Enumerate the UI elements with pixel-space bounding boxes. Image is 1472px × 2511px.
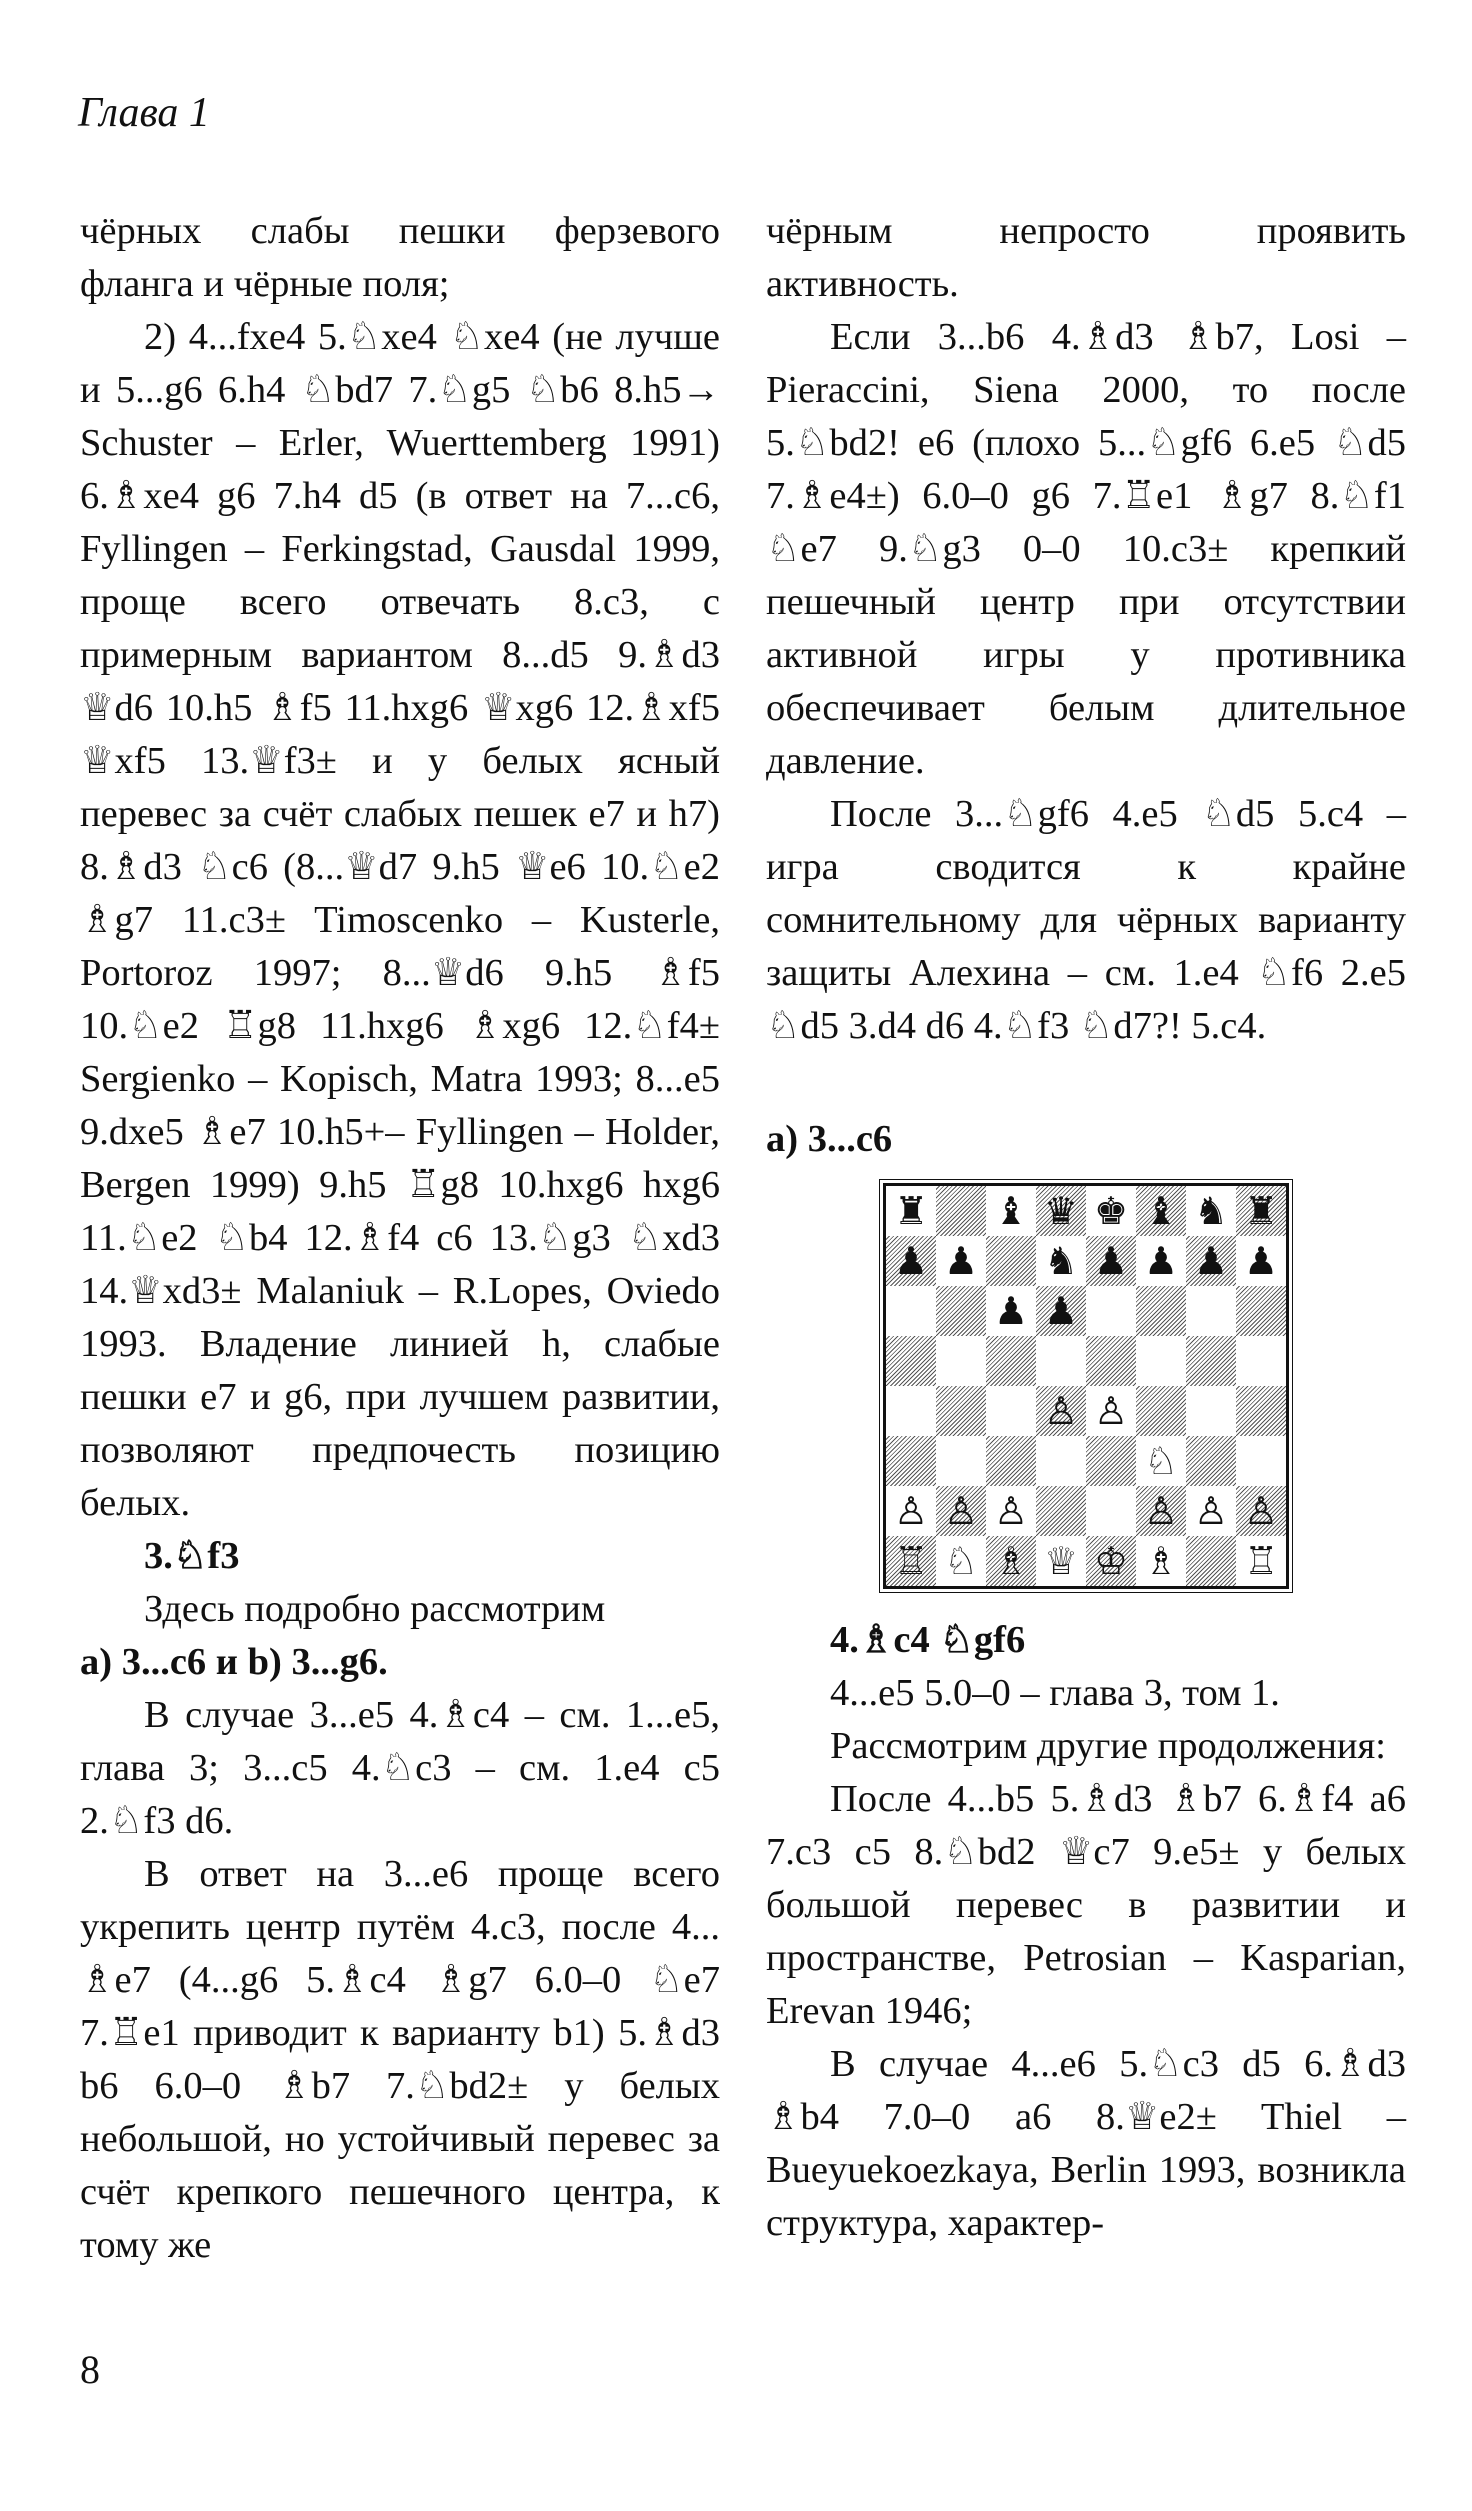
square-g4 <box>1186 1386 1236 1436</box>
chess-piece-icon: ♟ <box>1143 1239 1179 1283</box>
paragraph: После 4...b5 5.♗d3 ♗b7 6.♗f4 a6 7.c3 c5 8.♘bd2 ♕c7 9.e5± у белых большой перевес в развитии и пространстве, Petrosian – Kasparian, Erevan 1946; <box>766 1778 1406 2032</box>
square-e1 <box>1086 1536 1136 1586</box>
square-e3 <box>1086 1436 1136 1486</box>
square-a8 <box>886 1186 936 1236</box>
square-a6 <box>886 1286 936 1336</box>
paragraph: чёрных слабы пешки ферзевого фланга и чёрные поля; <box>80 210 720 305</box>
square-d4 <box>1036 1386 1086 1436</box>
chess-diagram <box>883 1183 1289 1589</box>
square-c7 <box>986 1236 1036 1286</box>
chess-piece-icon: ♟ <box>1193 1239 1229 1283</box>
square-c8 <box>986 1186 1036 1236</box>
variation-list: a) 3...c6 и b) 3...g6. <box>80 1641 388 1683</box>
chess-piece-icon: ♟ <box>993 1289 1029 1333</box>
square-f1 <box>1136 1536 1186 1586</box>
section-heading-a: a) 3...c6 <box>766 1118 893 1160</box>
square-d8 <box>1036 1186 1086 1236</box>
square-g5 <box>1186 1336 1236 1386</box>
square-d1 <box>1036 1536 1086 1586</box>
chess-piece-icon: ♝ <box>993 1189 1029 1233</box>
page-number: 8 <box>80 2347 100 2392</box>
square-a1 <box>886 1536 936 1586</box>
square-c3 <box>986 1436 1036 1486</box>
square-h1 <box>1236 1536 1286 1586</box>
square-c1 <box>986 1536 1036 1586</box>
square-e7 <box>1086 1236 1136 1286</box>
square-h2 <box>1236 1486 1286 1536</box>
chess-piece-icon: ♙ <box>1143 1489 1179 1533</box>
square-c4 <box>986 1386 1036 1436</box>
square-b5 <box>936 1336 986 1386</box>
move-heading: 4.♗c4 ♘gf6 <box>830 1619 1026 1661</box>
chess-piece-icon: ♞ <box>1193 1189 1229 1233</box>
square-b7 <box>936 1236 986 1286</box>
chess-piece-icon: ♟ <box>893 1239 929 1283</box>
paragraph: 2) 4...fxe4 5.♘xe4 ♘xe4 (не лучше и 5...g6 6.h4 ♘bd7 7.♘g5 ♘b6 8.h5→ Schuster – Erler, Wuerttemberg 1991) 6.♗xe4 g6 7.h4 d5 (в ответ на 7...c6, Fyllingen – Ferkingstad, Gausdal 1999, проще всего отвечать 8.c3, с примерным вариантом 8...d5 9.♗d3 ♕d6 10.h5 ♗f5 11.hxg6 ♕xg6 12.♗xf5 ♕xf5 13.♕f3± и у белых ясный перевес за счёт слабых пешек e7 и h7) 8.♗d3 ♘c6 (8...♕d7 9.h5 ♕e6 10.♘e2 ♗g7 11.c3± Timoscenko – Kusterle, Portoroz 1997; 8...♕d6 9.h5 ♗f5 10.♘e2 ♖g8 11.hxg6 ♗xg6 12.♘f4± Sergienko – Kopisch, Matra 1993; 8...e5 9.dxe5 ♗e7 10.h5+– Fyllingen – Holder, Bergen 1999) 9.h5 ♖g8 10.hxg6 hxg6 11.♘e2 ♘b4 12.♗f4 c6 13.♘g3 ♘xd3 14.♕xd3± Malaniuk – R.Lopes, Oviedo 1993. Владение линией h, слабые пешки e7 и g6, при лучшем развитии, позволяют предпочесть позицию белых. <box>80 316 720 1524</box>
chess-piece-icon: ♙ <box>893 1489 929 1533</box>
square-g8 <box>1186 1186 1236 1236</box>
square-f5 <box>1136 1336 1186 1386</box>
square-e2 <box>1086 1486 1136 1536</box>
chess-piece-icon: ♗ <box>1143 1539 1179 1583</box>
chess-piece-icon: ♗ <box>993 1539 1029 1583</box>
square-d3 <box>1036 1436 1086 1486</box>
chess-piece-icon: ♙ <box>1243 1489 1279 1533</box>
square-c6 <box>986 1286 1036 1336</box>
chess-piece-icon: ♕ <box>1043 1539 1079 1583</box>
square-f2 <box>1136 1486 1186 1536</box>
square-h3 <box>1236 1436 1286 1486</box>
square-h5 <box>1236 1336 1286 1386</box>
chess-piece-icon: ♜ <box>893 1189 929 1233</box>
square-h7 <box>1236 1236 1286 1286</box>
chapter-header: Глава 1 <box>78 90 210 136</box>
chess-piece-icon: ♘ <box>943 1539 979 1583</box>
chess-piece-icon: ♔ <box>1093 1539 1129 1583</box>
square-e8 <box>1086 1186 1136 1236</box>
square-g1 <box>1186 1536 1236 1586</box>
square-b6 <box>936 1286 986 1336</box>
chess-piece-icon: ♙ <box>1093 1389 1129 1433</box>
square-e5 <box>1086 1336 1136 1386</box>
paragraph: Рассмотрим другие продолжения: <box>830 1725 1386 1767</box>
square-d7 <box>1036 1236 1086 1286</box>
paragraph: В ответ на 3...e6 проще всего укрепить центр путём 4.c3, после 4... ♗e7 (4...g6 5.♗c4 ♗g7 6.0–0 ♘e7 7.♖e1 приводит к варианту b1) 5.♗d3 b6 6.0–0 ♗b7 7.♘bd2± у белых небольшой, но устойчивый перевес за счёт крепкого пешечного центра, к тому же <box>80 1853 720 2266</box>
right-column <box>766 205 1406 2250</box>
square-f8 <box>1136 1186 1186 1236</box>
chess-piece-icon: ♚ <box>1093 1189 1129 1233</box>
chess-piece-icon: ♟ <box>943 1239 979 1283</box>
square-a4 <box>886 1386 936 1436</box>
chess-piece-icon: ♖ <box>1243 1539 1279 1583</box>
square-b2 <box>936 1486 986 1536</box>
square-e6 <box>1086 1286 1136 1336</box>
left-column <box>80 205 720 2272</box>
chess-piece-icon: ♜ <box>1243 1189 1279 1233</box>
paragraph: 4...e5 5.0–0 – глава 3, том 1. <box>830 1672 1280 1714</box>
chess-piece-icon: ♟ <box>1093 1239 1129 1283</box>
square-a7 <box>886 1236 936 1286</box>
square-d6 <box>1036 1286 1086 1336</box>
chess-piece-icon: ♙ <box>1193 1489 1229 1533</box>
square-b4 <box>936 1386 986 1436</box>
paragraph: В случае 4...e6 5.♘c3 d5 6.♗d3 ♗b4 7.0–0 a6 8.♕e2± Thiel – Bueyuekoezkaya, Berlin 1993, возникла структура, характер- <box>766 2043 1406 2244</box>
square-b3 <box>936 1436 986 1486</box>
square-a5 <box>886 1336 936 1386</box>
chess-piece-icon: ♘ <box>1143 1439 1179 1483</box>
square-d2 <box>1036 1486 1086 1536</box>
square-g6 <box>1186 1286 1236 1336</box>
chess-piece-icon: ♝ <box>1143 1189 1179 1233</box>
paragraph: Если 3...b6 4.♗d3 ♗b7, Losi – Pieraccini, Siena 2000, то после 5.♘bd2! e6 (плохо 5...♘gf6 6.e5 ♘d5 7.♗e4±) 6.0–0 g6 7.♖e1 ♗g7 8.♘f1 ♘e7 9.♘g3 0–0 10.c3± крепкий пешечный центр при отсутствии активной игры у противника обеспечивает белым длительное давление. <box>766 316 1406 782</box>
square-f7 <box>1136 1236 1186 1286</box>
paragraph: В случае 3...e5 4.♗c4 – см. 1...e5, глава 3; 3...c5 4.♘c3 – см. 1.e4 c5 2.♘f3 d6. <box>80 1694 720 1842</box>
chess-piece-icon: ♙ <box>1043 1389 1079 1433</box>
chess-piece-icon: ♛ <box>1043 1189 1079 1233</box>
square-h6 <box>1236 1286 1286 1336</box>
square-g2 <box>1186 1486 1236 1536</box>
chess-piece-icon: ♙ <box>993 1489 1029 1533</box>
chess-piece-icon: ♖ <box>893 1539 929 1583</box>
paragraph: После 3...♘gf6 4.e5 ♘d5 5.c4 – игра сводится к крайне сомнительному для чёрных варианту защиты Алехина – см. 1.e4 ♘f6 2.e5 ♘d5 3.d4 d6 4.♘f3 ♘d7?! 5.c4. <box>766 793 1406 1047</box>
square-b1 <box>936 1536 986 1586</box>
move-heading: 3.♘f3 <box>144 1535 240 1577</box>
chess-piece-icon: ♞ <box>1043 1239 1079 1283</box>
chess-piece-icon: ♙ <box>943 1489 979 1533</box>
square-f6 <box>1136 1286 1186 1336</box>
chess-piece-icon: ♟ <box>1243 1239 1279 1283</box>
paragraph: Здесь подробно рассмотрим <box>144 1588 606 1630</box>
chess-piece-icon: ♟ <box>1043 1289 1079 1333</box>
square-g7 <box>1186 1236 1236 1286</box>
square-h8 <box>1236 1186 1286 1236</box>
square-c2 <box>986 1486 1036 1536</box>
square-h4 <box>1236 1386 1286 1436</box>
square-g3 <box>1186 1436 1236 1486</box>
square-e4 <box>1086 1386 1136 1436</box>
square-f3 <box>1136 1436 1186 1486</box>
square-f4 <box>1136 1386 1186 1436</box>
square-a3 <box>886 1436 936 1486</box>
square-a2 <box>886 1486 936 1536</box>
paragraph: чёрным непросто проявить активность. <box>766 210 1406 305</box>
square-d5 <box>1036 1336 1086 1386</box>
square-b8 <box>936 1186 986 1236</box>
square-c5 <box>986 1336 1036 1386</box>
